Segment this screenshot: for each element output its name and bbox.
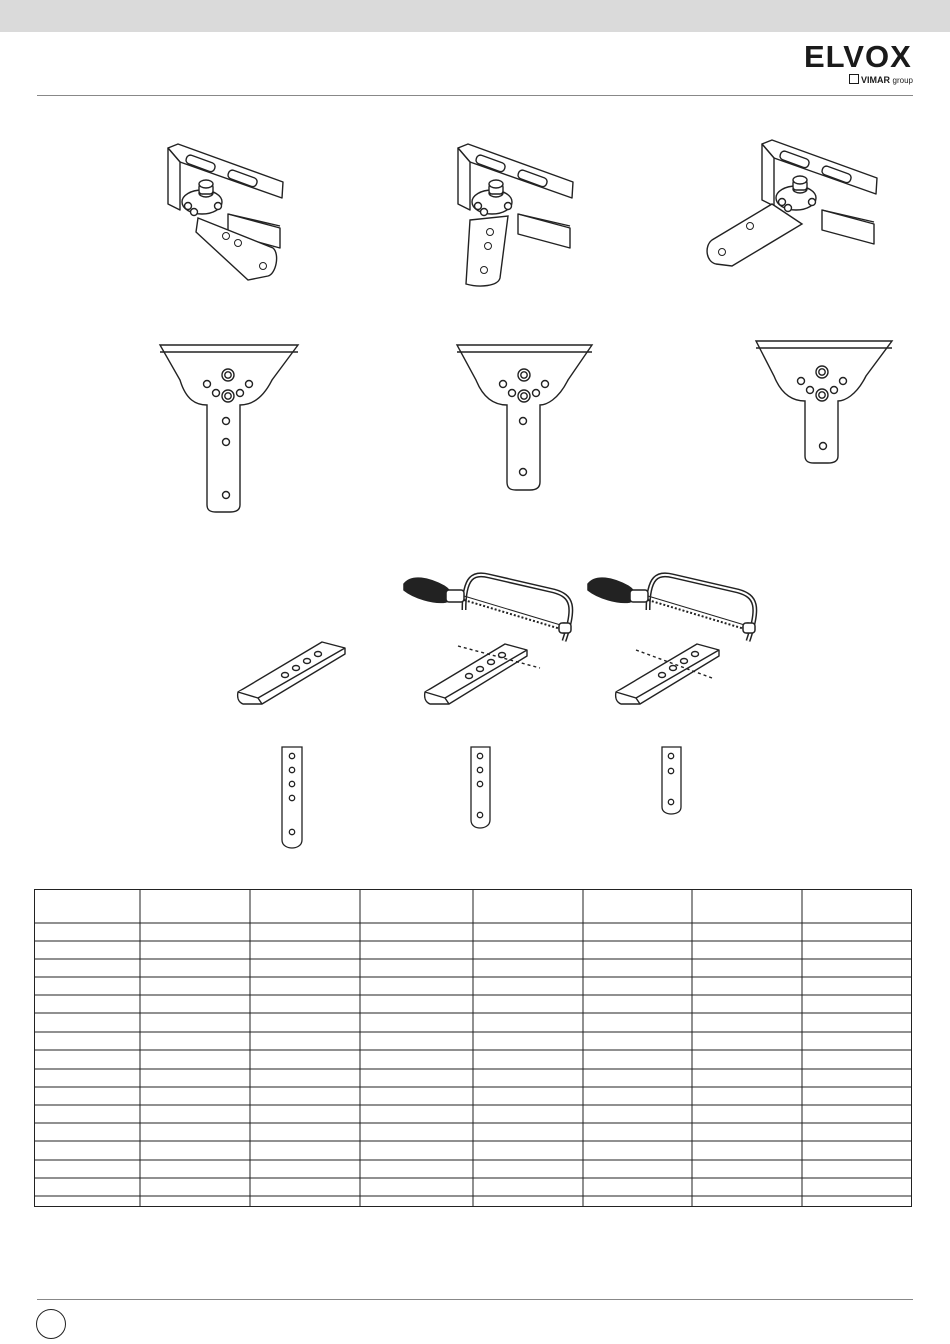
logo-wordmark: ELVOX (804, 39, 912, 74)
arm-result-long (282, 747, 302, 848)
footer-rule (37, 1299, 913, 1300)
front-view-medium-arm (457, 345, 592, 490)
logo-sub-brand: VIMAR (861, 75, 890, 85)
arm-result-medium (471, 747, 490, 828)
arm-result-short (662, 747, 681, 814)
arm-cut-with-hacksaw-short (588, 575, 755, 704)
empty-table (34, 889, 912, 1207)
front-view-long-arm (160, 345, 298, 512)
logo-sub-group: group (892, 76, 913, 85)
page-marker-circle (36, 1309, 66, 1339)
hinge-bracket-short-arm (707, 140, 877, 266)
hinge-bracket-long-arm (168, 144, 283, 280)
arm-uncut (238, 642, 345, 704)
front-view-short-arm (756, 341, 892, 463)
hinge-bracket-medium-arm (458, 144, 573, 286)
arm-cut-with-hacksaw-medium (404, 575, 571, 704)
